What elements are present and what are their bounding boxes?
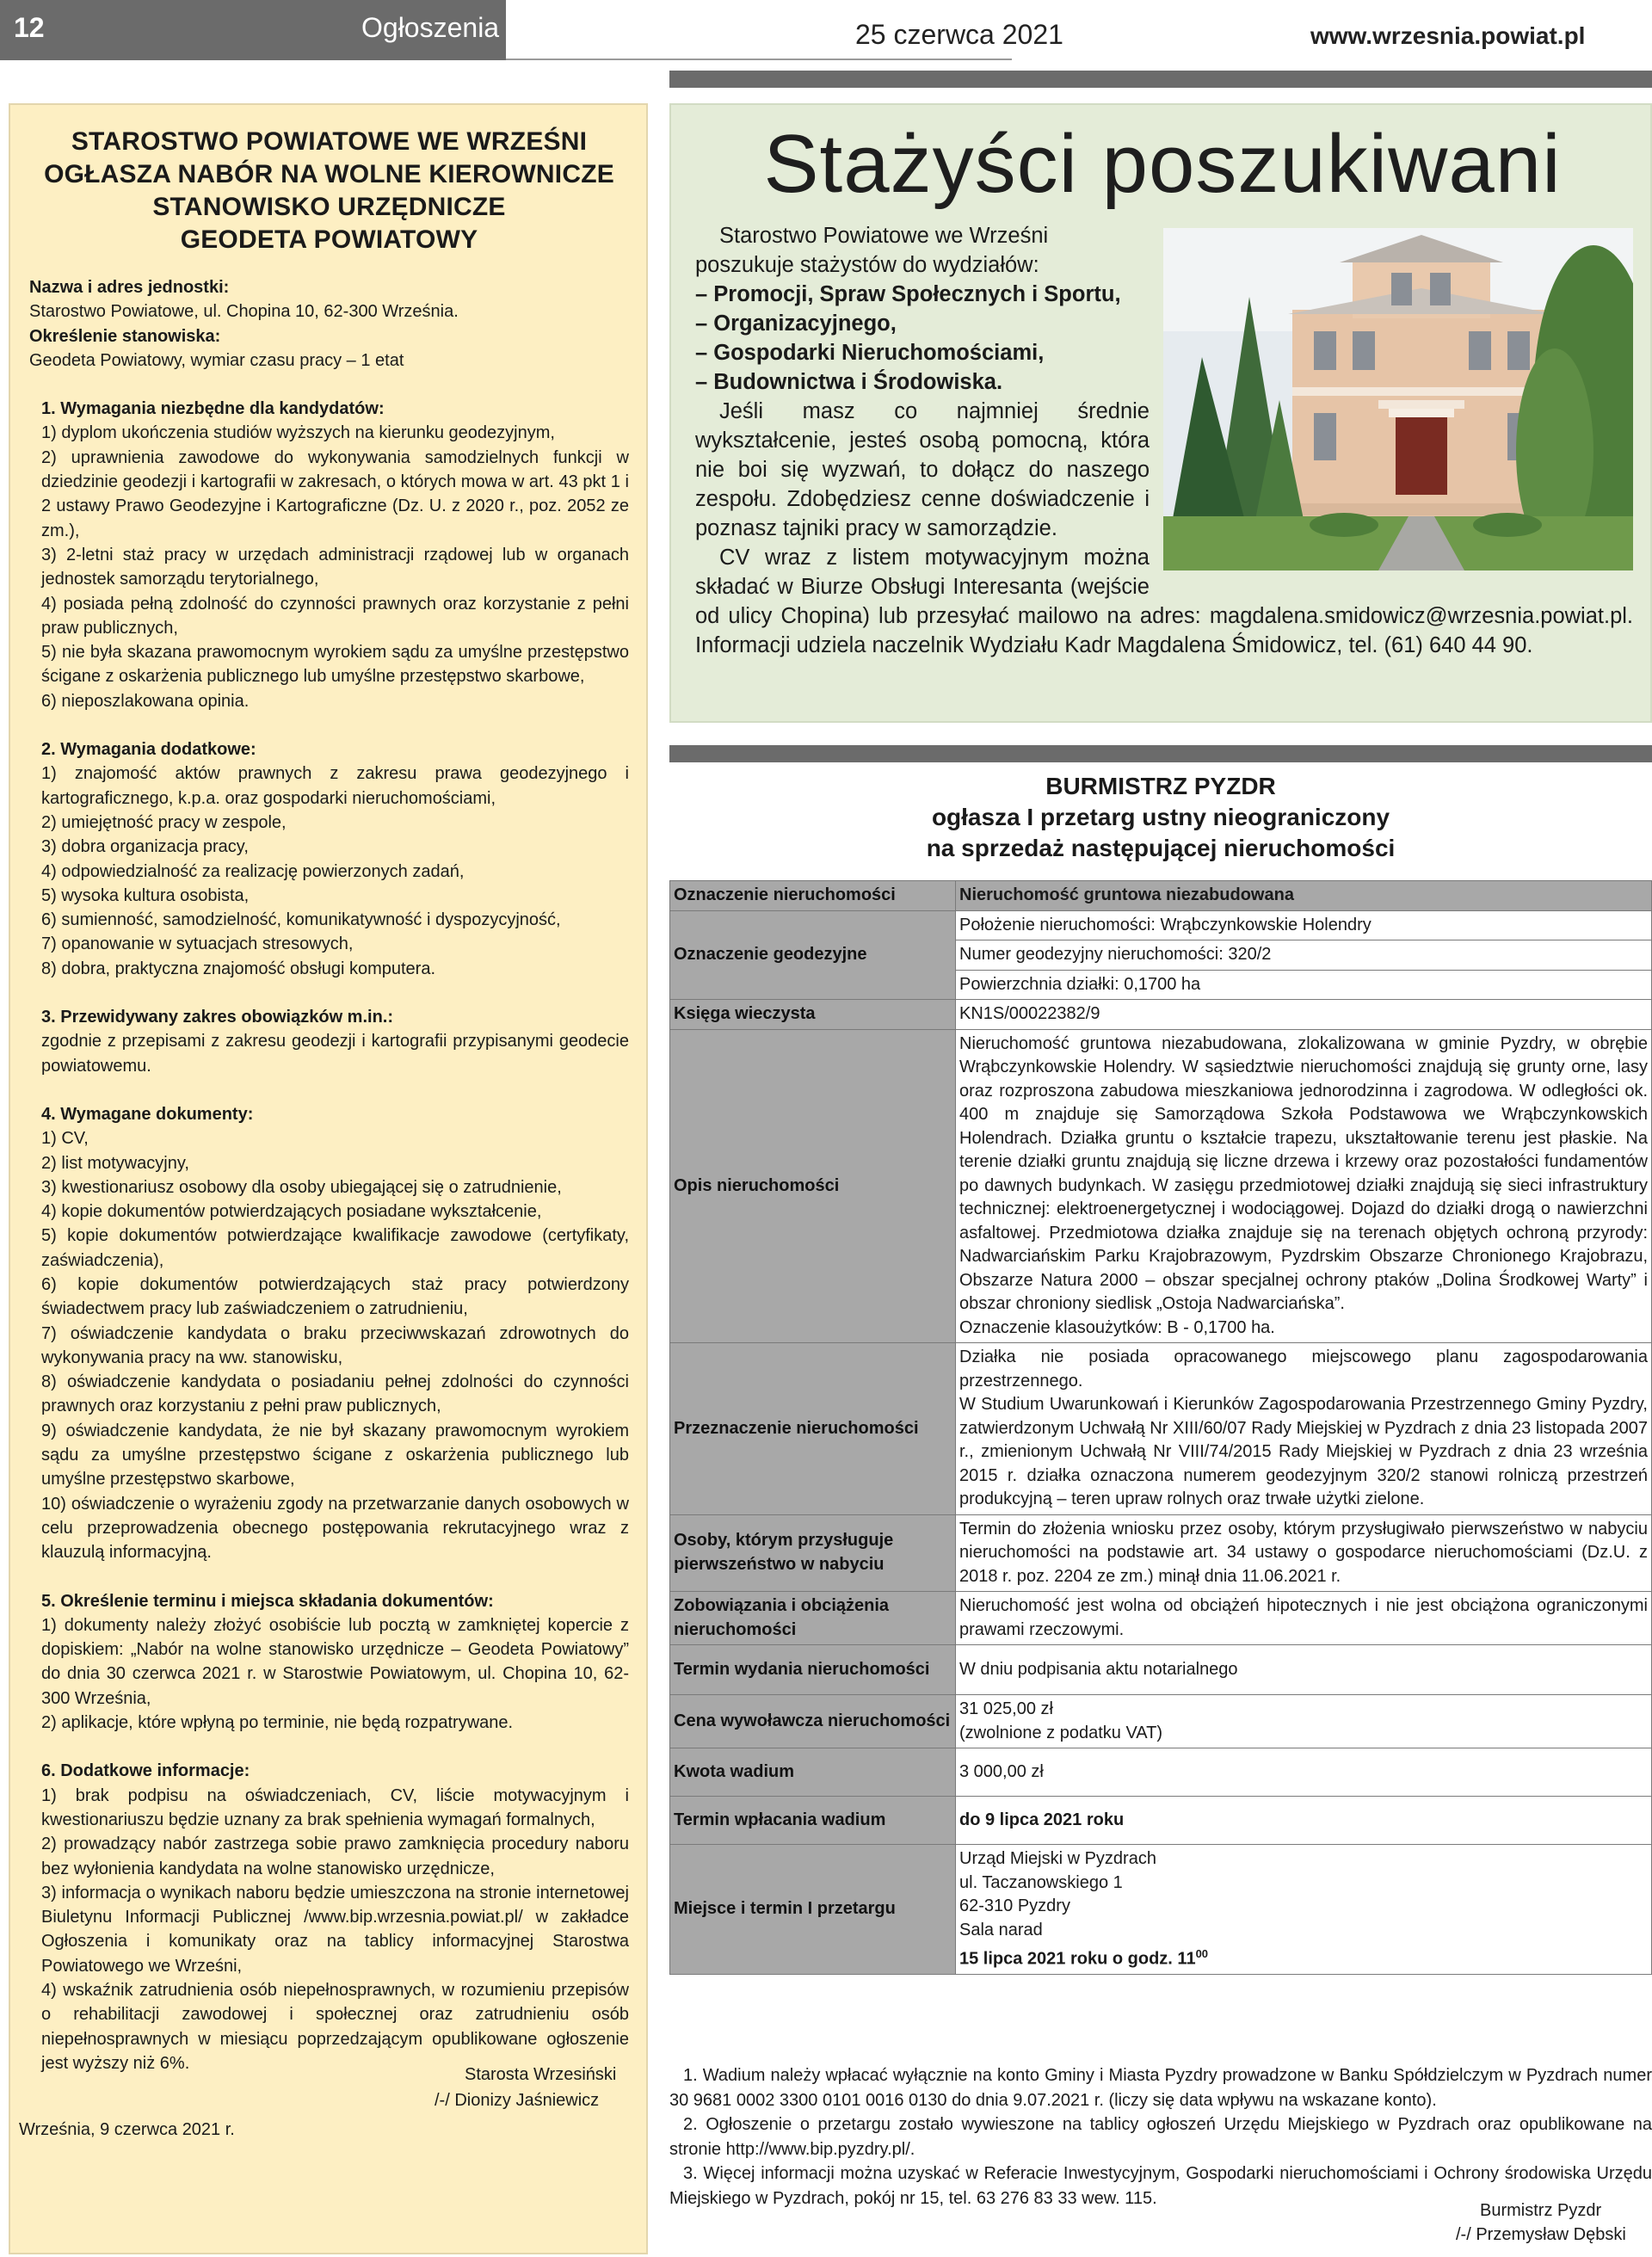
- signature-title: Starosta Wrzesiński: [465, 2065, 617, 2084]
- row-key: Termin wydania nieruchomości: [670, 1645, 956, 1695]
- row-value: [956, 1029, 1652, 1343]
- description-text: Nieruchomość gruntowa niezabudowana, zlokalizowana w gminie Pyzdry, w obrębie Wrąbczynkowskie Holendry. W sąsiedztwie nieruchomości znajdują się grunty orne, lasy oraz rozproszona zabudowa mieszkaniowa jednorodzinna i zagrodowa. W odległości ok. 400 m znajduje się Samorządowa Szkoła Podstawowa we Wrąbczynkowskich Holendrach. Działka gruntu o kształcie trapezu, ukształtowanie terenu jest płaskie. Na terenie działki gruntu znajdują się liczne drzewa i krzewy oraz pozostałości fundamentów po dawnych budynkach. W zasięgu przedmiotowej działki znajdują się sieci infrastruktury technicznej: elektroenergetycznej i wodociągowej. Dojazd do działki drogą o nawierzchni asfaltowej. Przedmiotowa działka znajduje się na terenach objętych ochroną przyrody: Nadwarciańskim Parku Krajobrazowym, Pyzdrskim Obszarze Chronionego Krajobrazu, Obszarze Natura 2000 – obszar specjalnej ochrony ptaków „Dolina Środkowej Warty” i obszar chroniony siedlisk „Ostoja Nadwarciańska”.: [959, 1033, 1648, 1313]
- auction-datetime: [959, 1942, 1648, 1971]
- title-line: STAROSTWO POWIATOWE WE WRZEŚNI: [71, 127, 588, 156]
- mayor-signature-title: Burmistrz Pyzdr: [1480, 2201, 1602, 2220]
- note-item: 3. Więcej informacji można uzyskać w Referacie Inwestycyjnym, Gospodarki nieruchomościami i Ochrony środowiska Urzędu Miejskiego w Pyzdrach, pokój nr 15, tel. 63 276 83 33 wew. 115.: [669, 2164, 1652, 2208]
- list-item: 9) oświadczenie kandydata, że nie był skazany prawomocnym wyrokiem sądu za umyślne przestępstwo ścigane z oskarżenia publicznego lub umyślne przestępstwo skarbowe,: [41, 1421, 629, 1489]
- row-key: Oznaczenie geodezyjne: [670, 910, 956, 1000]
- section-3-title: 3. Przewidywany zakres obowiązków m.in.:: [41, 1008, 394, 1027]
- list-item: 4) kopie dokumentów potwierdzających posiadane wykształcenie,: [41, 1202, 542, 1222]
- row-key: Opis nieruchomości: [670, 1029, 956, 1343]
- table-row: [670, 1592, 1652, 1645]
- internship-box: [669, 103, 1652, 723]
- list-item: 4) posiada pełną zdolność do czynności prawnych oraz korzystanie z pełni praw publicznych,: [41, 594, 629, 638]
- title-line: BURMISTRZ PYZDR: [1045, 773, 1276, 799]
- list-item: 6) nieposzlakowana opinia.: [41, 691, 250, 711]
- list-item: 10) oświadczenie o wyrażeniu zgody na przetwarzanie danych osobowych w celu przeprowadzenia obecnego postępowania rekrutacyjnego wraz z klauzulą informacyjną.: [41, 1494, 629, 1563]
- section-name: Ogłoszenia: [361, 12, 500, 43]
- table-row: [670, 1845, 1652, 1975]
- venue-line: ul. Taczanowskiego 1: [959, 1872, 1123, 1892]
- note-item: 1. Wadium należy wpłacać wyłącznie na konto Gminy i Miasta Pyzdry prowadzone w Banku Spółdzielczym w Pyzdrach numer 30 9681 0002 3300 0101 0016 0130 do dnia 9.07.2021 r. (liczy się data wpływu na wskazane konto).: [669, 2066, 1652, 2110]
- section-divider-bar: [669, 745, 1652, 762]
- section-2-title: 2. Wymagania dodatkowe:: [41, 740, 256, 760]
- header-bar: [669, 71, 1652, 88]
- title-line: ogłasza I przetarg ustny nieograniczony: [931, 804, 1390, 830]
- list-item: 8) oświadczenie kandydata o posiadaniu pełnej zdolności do czynności prawnych oraz korzystaniu z pełni praw publicznych,: [41, 1372, 629, 1416]
- list-item: 5) nie była skazana prawomocnym wyrokiem sądu za umyślne przestępstwo ścigane z oskarżenia publicznego lub umyślne przestępstwo skarbowe,: [41, 643, 629, 687]
- table-row: [670, 1695, 1652, 1748]
- list-item: 1) znajomość aktów prawnych z zakresu prawa geodezyjnego i kartograficznego, k.p.a. oraz gospodarki nieruchomościami,: [41, 764, 629, 808]
- table-row: [670, 1797, 1652, 1845]
- list-item: 2) umiejętność pracy w zespole,: [41, 812, 287, 832]
- table-row: [670, 1000, 1652, 1030]
- row-value: [956, 1343, 1652, 1515]
- row-value: W dniu podpisania aktu notarialnego: [956, 1645, 1652, 1695]
- internship-intro: Starostwo Powiatowe we Wrześni poszukuje stażystów do wydziałów:: [695, 224, 1049, 277]
- department-item: – Organizacyjnego,: [695, 311, 897, 336]
- table-row: [670, 1748, 1652, 1797]
- list-item: 6) sumienność, samodzielność, komunikatywność i dyspozycyjność,: [41, 910, 561, 930]
- row-key: Kwota wadium: [670, 1748, 956, 1797]
- row-key: Zobowiązania i obciążenia nieruchomości: [670, 1592, 956, 1645]
- internship-paragraph: Jeśli masz co najmniej średnie wykształcenie, jesteś osobą pomocną, która nie boi się wyzwań, to dołącz do naszego zespołu. Zdobędziesz cenne doświadczenie i poznasz tajniki pracy w samorządzie.: [695, 399, 1150, 540]
- list-item: 4) odpowiedzialność za realizację powierzonych zadań,: [41, 861, 465, 881]
- row-key: Oznaczenie nieruchomości: [670, 881, 956, 911]
- row-value: Położenie nieruchomości: Wrąbczynkowskie Holendry: [956, 910, 1652, 940]
- price-value: 31 025,00 zł: [959, 1699, 1053, 1718]
- unit-label: Nazwa i adres jednostki:: [29, 278, 230, 297]
- row-key: Cena wywoławcza nieruchomości: [670, 1695, 956, 1748]
- mayor-signature-name: /-/ Przemysław Dębski: [1456, 2225, 1626, 2244]
- row-key: Księga wieczysta: [670, 1000, 956, 1030]
- auction-title: [669, 771, 1652, 864]
- page-number: 12: [14, 12, 45, 43]
- row-value: Nieruchomość jest wolna od obciążeń hipotecznych i nie jest obciążona ograniczonymi prawami rzeczowymi.: [956, 1592, 1652, 1645]
- soil-class: Oznaczenie klasoużytków: B - 0,1700 ha.: [959, 1317, 1275, 1337]
- list-item: 5) wysoka kultura osobista,: [41, 885, 250, 905]
- unit-value: Starostwo Powiatowe, ul. Chopina 10, 62-300 Września.: [29, 302, 459, 322]
- department-item: – Gospodarki Nieruchomościami,: [695, 341, 1045, 365]
- list-item: 1) CV,: [41, 1129, 89, 1149]
- row-key: Przeznaczenie nieruchomości: [670, 1343, 956, 1515]
- title-line: OGŁASZA NABÓR NA WOLNE KIEROWNICZE: [44, 160, 614, 188]
- title-line: STANOWISKO URZĘDNICZE: [152, 193, 506, 221]
- internship-text: [695, 221, 1633, 660]
- table-row: [670, 1029, 1652, 1343]
- title-line: na sprzedaż następującej nieruchomości: [926, 835, 1396, 861]
- building-photo: [1163, 228, 1633, 570]
- list-item: zgodnie z przepisami z zakresu geodezji i kartografii przypisanymi geodecie powiatowemu.: [41, 1032, 629, 1076]
- price-note: (zwolnione z podatku VAT): [959, 1723, 1163, 1742]
- list-item: 1) dyplom ukończenia studiów wyższych na kierunku geodezyjnym,: [41, 423, 555, 443]
- row-key: Miejsce i termin I przetargu: [670, 1845, 956, 1975]
- table-row: [670, 881, 1652, 911]
- position-label: Określenie stanowiska:: [29, 326, 221, 346]
- section-5-title: 5. Określenie terminu i miejsca składania dokumentów:: [41, 1591, 494, 1611]
- venue-line: Sala narad: [959, 1920, 1043, 1939]
- department-item: – Promocji, Spraw Społecznych i Sportu,: [695, 282, 1121, 306]
- list-item: 3) informacja o wynikach naboru będzie umieszczona na stronie internetowej Biuletynu Informacji Publicznej /www.bip.wrzesnia.powiat.pl/ w zakładce Ogłoszenia i komunikaty oraz na tablicy informacyjnej Starostwa Powiatowego we Wrześni,: [41, 1883, 629, 1976]
- row-value: Nieruchomość gruntowa niezabudowana: [956, 881, 1652, 911]
- property-table: [669, 880, 1652, 1975]
- list-item: 3) 2-letni staż pracy w urzędach administracji rządowej lub w organach jednostek samorządu terytorialnego,: [41, 545, 629, 589]
- signature-name: /-/ Dionizy Jaśniewicz: [435, 2091, 600, 2110]
- venue-line: Urząd Miejski w Pyzdrach: [959, 1849, 1156, 1868]
- note-item: 2. Ogłoszenie o przetargu zostało wywieszone na tablicy ogłoszeń Urzędu Miejskiego w Pyzdrach oraz opublikowane na stronie http://www.bip.pyzdry.pl/.: [669, 2115, 1652, 2159]
- list-item: 6) kopie dokumentów potwierdzających staż pracy potwierdzony świadectwem pracy lub zaświadczeniem o zatrudnieniu,: [41, 1274, 629, 1319]
- auction-date: 15 lipca 2021 roku o godz. 11: [959, 1949, 1196, 1969]
- auction-minutes: 00: [1195, 1947, 1209, 1960]
- announcement-title: [29, 126, 629, 256]
- job-announcement: [9, 103, 648, 2254]
- list-item: 4) wskaźnik zatrudnienia osób niepełnosprawnych, w rozumieniu przepisów o rehabilitacji zawodowej i społecznej oraz zatrudnieniu osób niepełnosprawnych w miesiącu poprzedzającym opublikowane ogłoszenie jest wyższy niż 6%.: [41, 1981, 629, 2073]
- website-link[interactable]: www.wrzesnia.powiat.pl: [1310, 22, 1586, 49]
- table-row: [670, 1645, 1652, 1695]
- row-key: Termin wpłacania wadium: [670, 1797, 956, 1845]
- table-row: [670, 1343, 1652, 1515]
- list-item: 2) prowadzący nabór zastrzega sobie prawo zamknięcia procedury naboru bez wyłonienia kandydata na wolne stanowisko urzędnicze,: [41, 1835, 629, 1878]
- row-value: [956, 1845, 1652, 1975]
- building-photo-graphic: [1163, 228, 1633, 570]
- row-value: KN1S/00022382/9: [956, 1000, 1652, 1030]
- section-6-title: 6. Dodatkowe informacje:: [41, 1761, 250, 1781]
- list-item: 5) kopie dokumentów potwierdzające kwalifikacje zawodowe (certyfikaty, zaświadczenia),: [41, 1226, 629, 1270]
- list-item: 1) brak podpisu na oświadczeniach, CV, liście motywacyjnym i kwestionariuszu będzie uznany za brak spełnienia wymagań formalnych,: [41, 1785, 629, 1829]
- list-item: 8) dobra, praktyczna znajomość obsługi komputera.: [41, 959, 436, 978]
- zoning-text: Działka nie posiada opracowanego miejscowego planu zagospodarowania przestrzennego.: [959, 1347, 1648, 1391]
- section-1-title: 1. Wymagania niezbędne dla kandydatów:: [41, 399, 385, 419]
- list-item: 1) dokumenty należy złożyć osobiście lub pocztą w zamkniętej kopercie z dopiskiem: „Nabór na wolne stanowisko urzędnicze – Geodeta Powiatowy” do dnia 30 czerwca 2021 r. w Starostwie Powiatowym, ul. Chopina 10, 62-300 Września,: [41, 1615, 629, 1708]
- list-item: 2) list motywacyjny,: [41, 1153, 189, 1173]
- row-value: Termin do złożenia wniosku przez osoby, którym przysługiwało pierwszeństwo w nabyciu nieruchomości na podstawie art. 34 ustawy o gospodarce nieruchomościami (Dz.U. z 2018 r. poz. 2204 ze zm.) minął dnia 11.06.2021 r.: [956, 1514, 1652, 1592]
- header-rule: [506, 59, 1012, 60]
- row-value: Numer geodezyjny nieruchomości: 320/2: [956, 940, 1652, 971]
- position-value: Geodeta Powiatowy, wymiar czasu pracy – 1 etat: [29, 350, 404, 370]
- row-key: Osoby, którym przysługuje pierwszeństwo w nabyciu: [670, 1514, 956, 1592]
- row-value: 3 000,00 zł: [956, 1748, 1652, 1797]
- auction-notes: [669, 2063, 1652, 2211]
- internship-contact: CV wraz z listem motywacyjnym można składać w Biurze Obsługi Interesanta (wejście od ulicy Chopina) lub przesyłać mailowo na adres: magdalena.smidowicz@wrzesnia.powiat.pl. Informacji udziela naczelnik Wydziału Kadr Magdalena Śmidowicz, tel. (61) 640 44 90.: [695, 546, 1633, 657]
- row-value: do 9 lipca 2021 roku: [956, 1797, 1652, 1845]
- issue-date: 25 czerwca 2021: [855, 19, 1063, 50]
- list-item: 3) kwestionariusz osobowy dla osoby ubiegającej się o zatrudnienie,: [41, 1177, 562, 1197]
- list-item: 7) opanowanie w sytuacjach stresowych,: [41, 934, 354, 954]
- table-row: [670, 910, 1652, 940]
- list-item: 7) oświadczenie kandydata o braku przeciwwskazań zdrowotnych do wykonywania pracy na ww. stanowisku,: [41, 1323, 629, 1367]
- section-4-title: 4. Wymagane dokumenty:: [41, 1104, 254, 1124]
- zoning-study: W Studium Uwarunkowań i Kierunków Zagospodarowania Przestrzennego Gminy Pyzdry, zatwierdzonym Uchwałą Nr XIII/60/07 Rady Miejskiej w Pyzdrach z dnia 23 listopada 2007 r., zmienionym Uchwałą Nr VIII/74/2015 Rady Miejskiej w Pyzdrach z dnia 23 września 2015 r. działka oznaczona numerem geodezyjnym 320/2 stanowi rolniczą przestrzeń produkcyjną – teren upraw rolnych oraz trwałe użytki zielone.: [959, 1395, 1648, 1508]
- list-item: 2) aplikacje, które wpłyną po terminie, nie będą rozpatrywane.: [41, 1713, 514, 1733]
- department-item: – Budownictwa i Środowiska.: [695, 370, 1003, 394]
- list-item: 2) uprawnienia zawodowe do wykonywania samodzielnych funkcji w dziedzinie geodezji i kartografii w zakresach, o których mowa w art. 43 pkt 1 i 2 ustawy Prawo Geodezyjne i Kartograficzne (Dz. U. z 2020 r., poz. 2052 ze zm.),: [41, 447, 629, 540]
- place-date: Września, 9 czerwca 2021 r.: [19, 2120, 235, 2139]
- list-item: 3) dobra organizacja pracy,: [41, 837, 249, 857]
- table-row: [670, 1514, 1652, 1592]
- row-value: Powierzchnia działki: 0,1700 ha: [956, 970, 1652, 1000]
- row-value: [956, 1695, 1652, 1748]
- venue-line: 62-310 Pyzdry: [959, 1896, 1070, 1915]
- header-tab: [0, 0, 506, 60]
- internship-title: Stażyści poszukiwani: [763, 118, 1562, 210]
- title-line: GEODETA POWIATOWY: [180, 225, 478, 254]
